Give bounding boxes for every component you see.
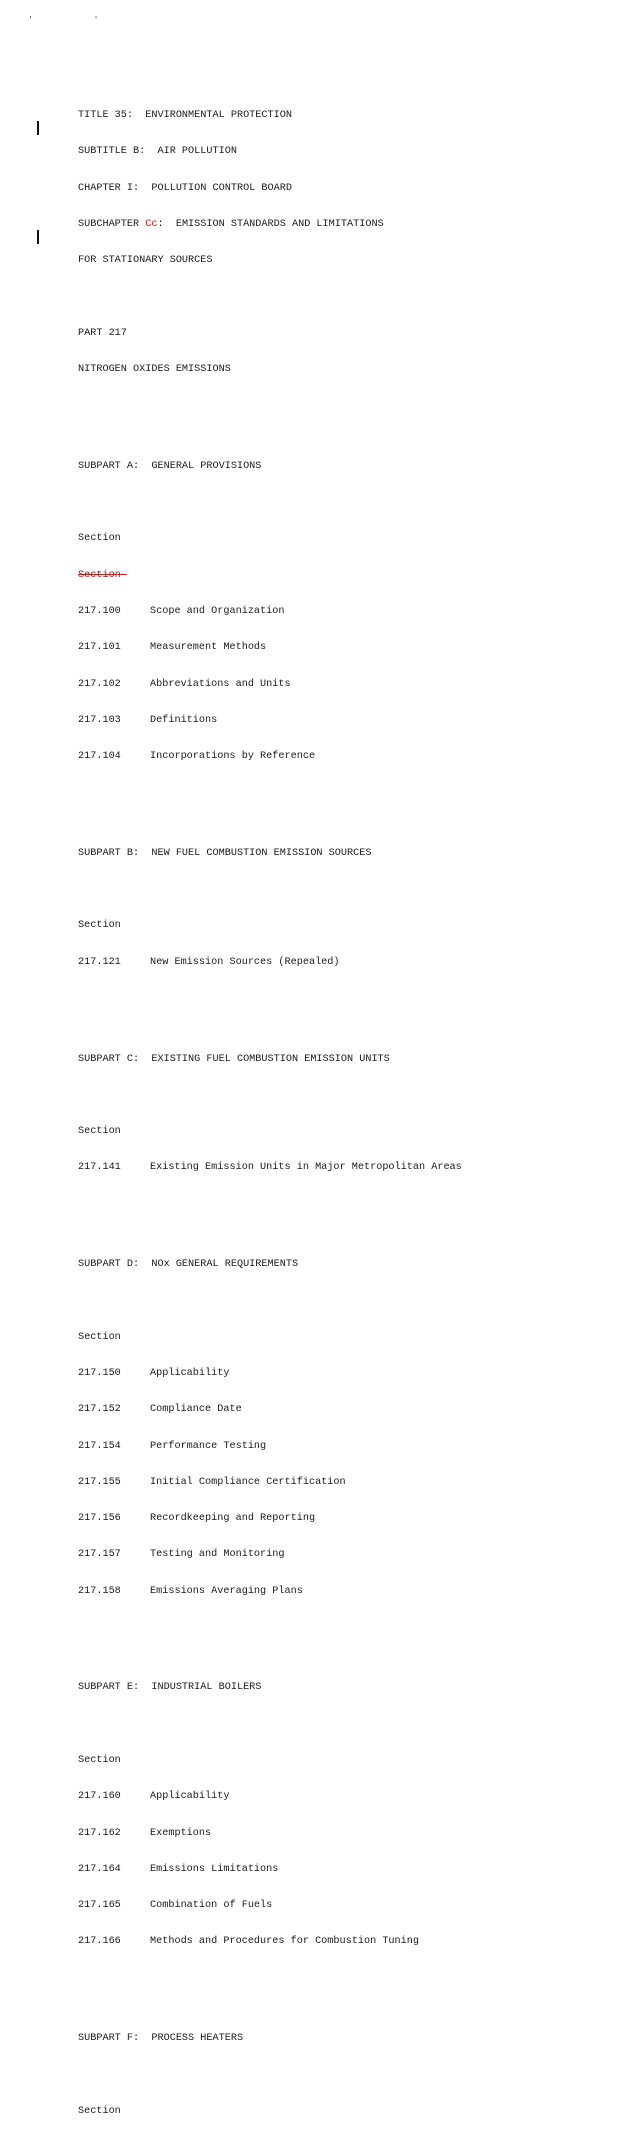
subpart-heading: SUBPART F: PROCESS HEATERS [78, 2033, 244, 2045]
section-title: Exemptions [150, 1827, 212, 1839]
section-row [78, 1441, 598, 1453]
section-title: New Emission Sources (Repealed) [150, 956, 340, 968]
section-title: Recordkeeping and Reporting [150, 1513, 316, 1525]
subpart-heading: SUBPART C: EXISTING FUEL COMBUSTION EMISSION UNITS [78, 1053, 390, 1065]
subchapter-line [78, 219, 598, 231]
section-row [78, 1513, 598, 1525]
section-row [78, 1828, 598, 1840]
section-row [78, 1162, 598, 1174]
section-title: Definitions [150, 714, 218, 726]
section-label: Section [78, 533, 121, 545]
section-number: 217.156 [78, 1513, 121, 1525]
section-row [78, 1549, 598, 1561]
section-row [78, 1900, 598, 1912]
subpart-heading: SUBPART D: NOx GENERAL REQUIREMENTS [78, 1259, 299, 1271]
section-row [78, 1791, 598, 1803]
section-row [78, 1936, 598, 1948]
section-title: Emissions Averaging Plans [150, 1585, 303, 1597]
section-title: Emissions Limitations [150, 1863, 279, 1875]
chapter-line: CHAPTER I: POLLUTION CONTROL BOARD [78, 182, 292, 194]
section-number: 217.102 [78, 678, 121, 690]
section-title: Scope and Organization [150, 606, 285, 618]
section-row [78, 1368, 598, 1380]
part-number: PART 217 [78, 327, 127, 339]
section-row [78, 1404, 598, 1416]
section-label: Section [78, 1754, 121, 1766]
section-number: 217.152 [78, 1404, 121, 1416]
subchapter-prefix: SUBCHAPTER [78, 219, 146, 231]
section-number: 217.101 [78, 642, 121, 654]
section-number: 217.141 [78, 1162, 121, 1174]
section-label: Section [78, 2105, 121, 2117]
section-number: 217.158 [78, 1585, 121, 1597]
section-number: 217.155 [78, 1476, 121, 1488]
section-number: 217.157 [78, 1549, 121, 1561]
section-title: Abbreviations and Units [150, 678, 291, 690]
section-row [78, 957, 598, 969]
section-row [78, 1864, 598, 1876]
title-line: TITLE 35: ENVIRONMENTAL PROTECTION [78, 110, 292, 122]
section-label: Section [78, 920, 121, 932]
section-row [78, 715, 598, 727]
part-name: NITROGEN OXIDES EMISSIONS [78, 364, 231, 376]
section-title: Performance Testing [150, 1440, 267, 1452]
section-row [78, 751, 598, 763]
change-bar-subchapter [37, 121, 39, 135]
section-title: Initial Compliance Certification [150, 1476, 346, 1488]
section-number: 217.164 [78, 1863, 121, 1875]
section-title: Testing and Monitoring [150, 1549, 285, 1561]
section-row [78, 1586, 598, 1598]
section-number: 217.162 [78, 1827, 121, 1839]
section-number: 217.121 [78, 956, 121, 968]
subchapter-inserted-text: Cc [145, 219, 158, 231]
section-title: Applicability [150, 1791, 230, 1803]
subpart-heading: SUBPART E: INDUSTRIAL BOILERS [78, 1682, 262, 1694]
subtitle-line: SUBTITLE B: AIR POLLUTION [78, 146, 237, 158]
scan-specks: ' ' [28, 16, 127, 25]
section-number: 217.154 [78, 1440, 121, 1452]
subpart-heading: SUBPART B: NEW FUEL COMBUSTION EMISSION SOURCES [78, 847, 372, 859]
section-row [78, 606, 598, 618]
section-label: Section [78, 1126, 121, 1138]
subchapter-suffix: : EMISSION STANDARDS AND LIMITATIONS [157, 219, 384, 231]
subpart-heading: SUBPART A: GENERAL PROVISIONS [78, 460, 262, 472]
section-number: 217.160 [78, 1791, 121, 1803]
document-body [78, 86, 598, 2142]
section-number: 217.103 [78, 714, 121, 726]
section-row [78, 642, 598, 654]
section-number: 217.100 [78, 606, 121, 618]
section-title: Applicability [150, 1367, 230, 1379]
section-title: Methods and Procedures for Combustion Tuning [150, 1936, 419, 1948]
section-label: Section [78, 1331, 121, 1343]
section-title: Existing Emission Units in Major Metropolitan Areas [150, 1162, 462, 1174]
section-number: 217.166 [78, 1936, 121, 1948]
struck-section-label: Section [78, 569, 127, 581]
section-number: 217.104 [78, 751, 121, 763]
change-bar-section [37, 230, 39, 244]
section-number: 217.165 [78, 1900, 121, 1912]
section-title: Measurement Methods [150, 642, 267, 654]
section-title: Combination of Fuels [150, 1900, 273, 1912]
section-title: Incorporations by Reference [150, 751, 316, 763]
subchapter-line-2: FOR STATIONARY SOURCES [78, 255, 213, 267]
section-row [78, 679, 598, 691]
section-title: Compliance Date [150, 1404, 242, 1416]
section-number: 217.150 [78, 1367, 121, 1379]
section-row [78, 1477, 598, 1489]
